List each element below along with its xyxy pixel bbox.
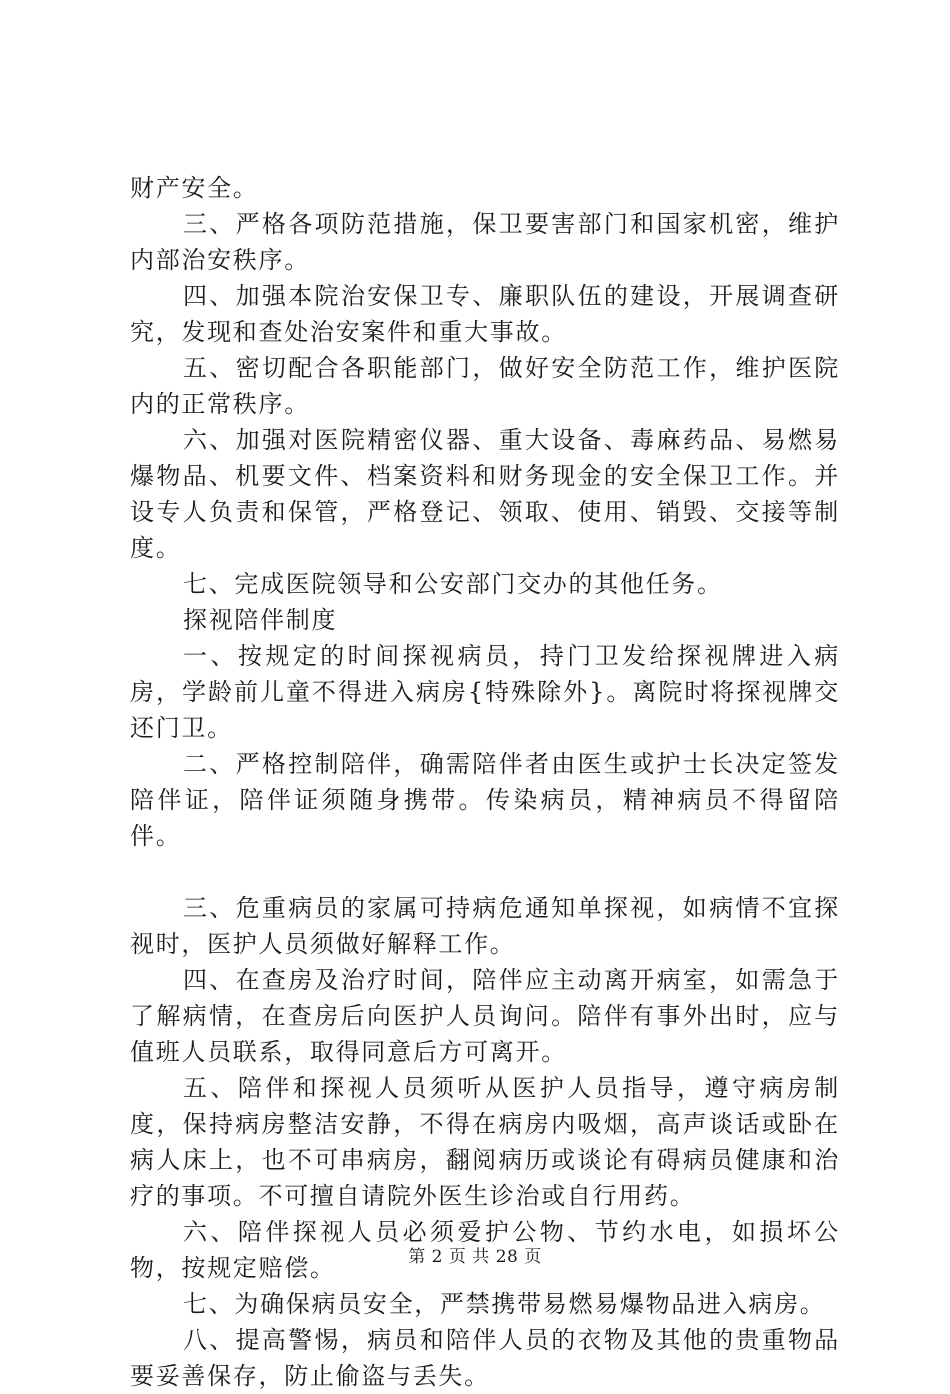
paragraph-security-item-6: 六、加强对医院精密仪器、重大设备、毒麻药品、易燃易爆物品、机要文件、档案资料和财务现金的安全保卫工作。并设专人负责和保管，严格登记、领取、使用、销毁、交接等制度。 xyxy=(130,426,840,562)
paragraph-security-item-4: 四、加强本院治安保卫专、廉职队伍的建设，开展调查研究，发现和查处治安案件和重大事故。 xyxy=(130,282,840,346)
paragraph-visit-item-8: 八、提高警惕，病员和陪伴人员的衣物及其他的贵重物品要妥善保存，防止偷盗与丢失。 xyxy=(130,1326,840,1390)
paragraph-security-item-5: 五、密切配合各职能部门，做好安全防范工作，维护医院内的正常秩序。 xyxy=(130,354,840,418)
paragraph-visit-item-6: 六、陪伴探视人员必须爱护公物、节约水电，如损坏公物，按规定赔偿。 xyxy=(130,1218,840,1282)
paragraph-visit-item-5: 五、陪伴和探视人员须听从医护人员指导，遵守病房制度，保持病房整洁安静，不得在病房内吸烟，高声谈话或卧在病人床上，也不可串病房，翻阅病历或谈论有碍病员健康和治疗的事项。不可擅自请院外医生诊治或自行用药。 xyxy=(130,1074,840,1210)
paragraph-security-item-3: 三、严格各项防范措施，保卫要害部门和国家机密，维护内部治安秩序。 xyxy=(130,210,840,274)
paragraph-visit-item-4: 四、在查房及治疗时间，陪伴应主动离开病室，如需急于了解病情，在查房后向医护人员询问。陪伴有事外出时，应与值班人员联系，取得同意后方可离开。 xyxy=(130,966,840,1066)
document-body xyxy=(130,170,840,1394)
paragraph-visit-item-3: 三、危重病员的家属可持病危通知单探视，如病情不宜探视时，医护人员须做好解释工作。 xyxy=(130,894,840,958)
section-heading-visit-escort: 探视陪伴制度 xyxy=(183,606,338,634)
paragraph-continuation: 财产安全。 xyxy=(130,174,259,202)
paragraph-security-item-7: 七、完成医院领导和公安部门交办的其他任务。 xyxy=(183,570,723,598)
paragraph-visit-item-1: 一、按规定的时间探视病员，持门卫发给探视牌进入病房，学龄前儿童不得进入病房{特殊除外}。离院时将探视牌交还门卫。 xyxy=(130,642,840,742)
paragraph-visit-item-7: 七、为确保病员安全，严禁携带易燃易爆物品进入病房。 xyxy=(183,1290,826,1318)
paragraph-visit-item-2: 二、严格控制陪伴，确需陪伴者由医生或护士长决定签发陪伴证，陪伴证须随身携带。传染病员，精神病员不得留陪伴。 xyxy=(130,750,840,850)
page-number-footer: 第 2 页 共 28 页 xyxy=(408,1247,542,1267)
